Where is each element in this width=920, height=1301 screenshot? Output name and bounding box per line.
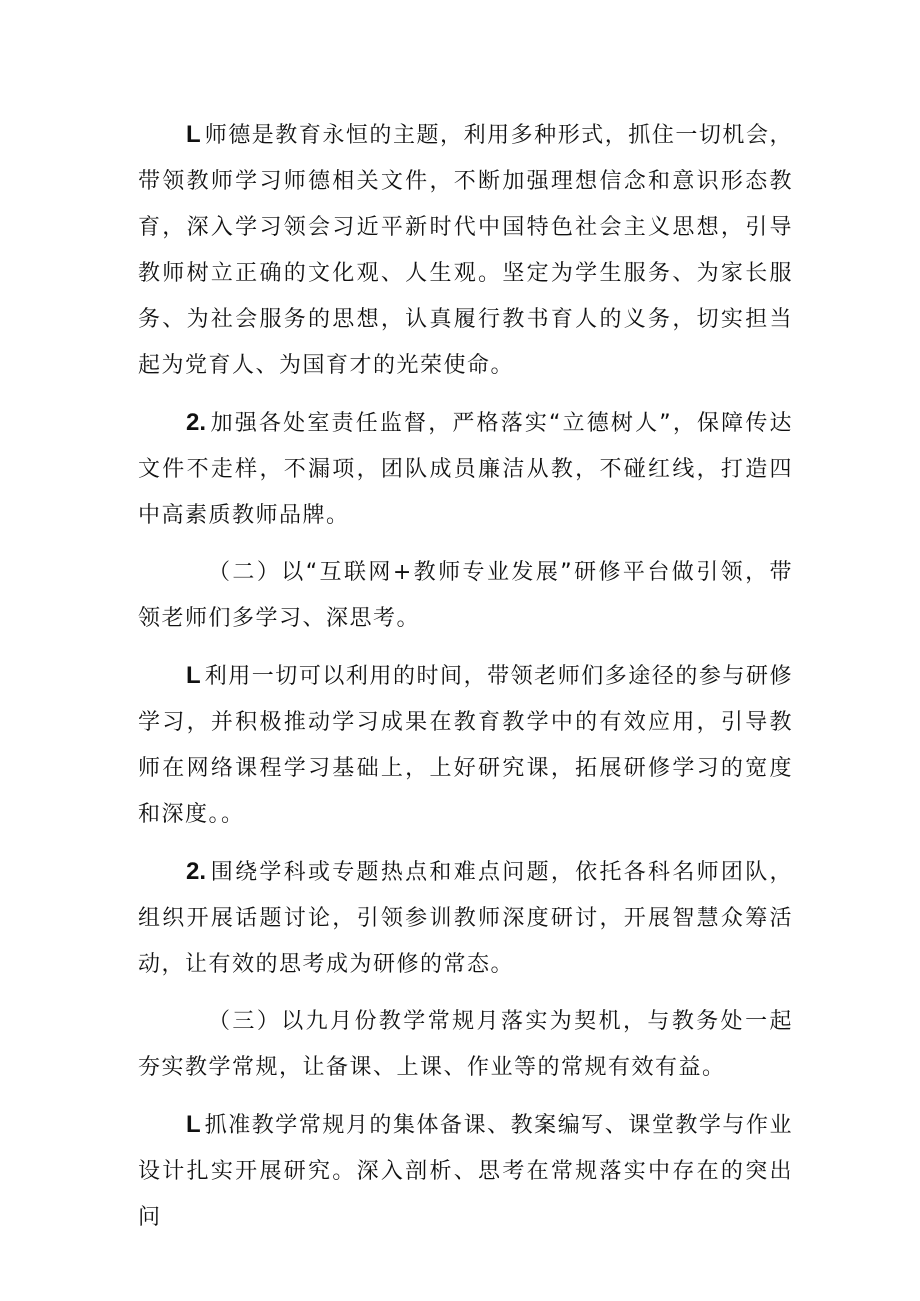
paragraph-text: 抓准教学常规月的集体备课、教案编写、课堂教学与作业设计扎实开展研究。深入剖析、思考在常规落实中存在的突出问 xyxy=(138,1113,793,1230)
paragraph-text: 师德是教育永恒的主题，利用多种形式，抓住一切机会，带领教师学习师德相关文件，不断加强理想信念和意识形态教育，深入学习领会习近平新时代中国特色社会主义思想，引导教师树立正确的文化观、人生观。坚定为学生服务、为家长服务、为社会服务的思想，认真履行教书育人的义务，切实担当起为党育人、为国育才的光荣使命。 xyxy=(138,123,793,378)
section-heading-2 xyxy=(138,550,793,642)
list-marker: L xyxy=(186,121,201,148)
paragraph-1 xyxy=(138,112,793,389)
paragraph-text: 利用一切可以利用的时间，带领老师们多途径的参与研修学习，并积极推动学习成果在教育教学中的有效应用，引导教师在网络课程学习基础上，上好研究课，拓展研修学习的宽度和深度。。 xyxy=(138,664,793,827)
paragraph-3 xyxy=(138,653,793,838)
paragraph-4 xyxy=(138,849,793,988)
paragraph-text: 加强各处室责任监督，严格落实“立德树人”，保障传达文件不走样，不漏项，团队成员廉洁从教，不碰红线，打造四中高素质教师品牌。 xyxy=(138,411,793,528)
list-marker: L xyxy=(186,662,201,689)
paragraph-5 xyxy=(138,1102,793,1241)
paragraph-text: 围绕学科或专题热点和难点问题，依托各科名师团队，组织开展话题讨论，引领参训教师深度研讨，开展智慧众筹活动，让有效的思考成为研修的常态。 xyxy=(138,860,793,977)
paragraph-2 xyxy=(138,400,793,539)
list-marker: 2. xyxy=(186,858,207,885)
section-heading-3 xyxy=(138,999,793,1091)
list-marker: 2. xyxy=(186,409,207,436)
heading-text: （二）以“互联网+教师专业发展”研修平台做引领，带领老师们多学习、深思考。 xyxy=(138,560,793,631)
heading-text: （三）以九月份教学常规月落实为契机，与教务处一起夯实教学常规，让备课、上课、作业等的常规有效有益。 xyxy=(138,1009,793,1080)
list-marker: L xyxy=(186,1111,201,1138)
document-body xyxy=(138,112,793,1252)
